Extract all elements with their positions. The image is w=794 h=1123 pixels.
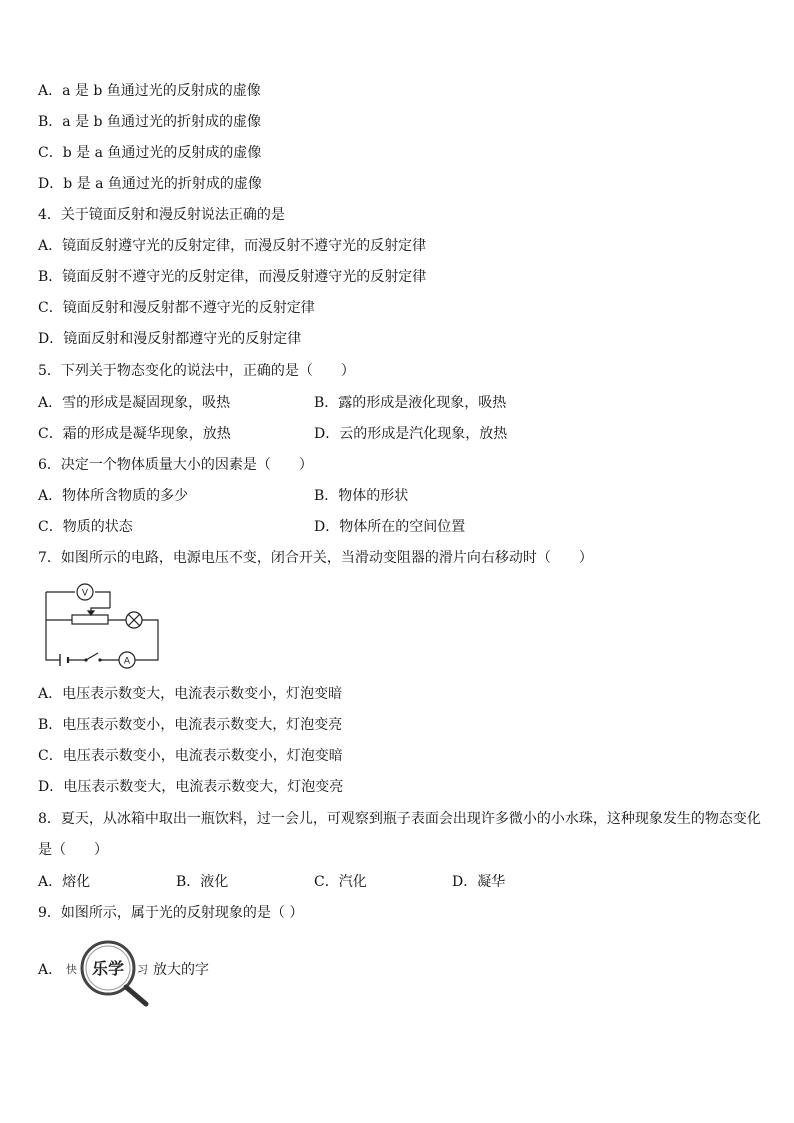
q3-option-d[interactable]: D．b 是 a 鱼通过光的折射成的虚像: [38, 176, 262, 192]
q4-stem: 4．关于镜面反射和漫反射说法正确的是: [38, 207, 285, 223]
q4-option-c[interactable]: C．镜面反射和漫反射都不遵守光的反射定律: [38, 300, 315, 316]
q6-option-c[interactable]: C．物质的状态: [38, 519, 133, 535]
q9-magnifier-image[interactable]: [62, 932, 152, 1008]
q7-circuit-diagram: [38, 578, 166, 670]
q6-option-d[interactable]: D．物体所在的空间位置: [314, 519, 466, 535]
magnifier-handle: [126, 987, 146, 1004]
q7-option-c[interactable]: C．电压表示数变小，电流表示数变小，灯泡变暗: [38, 748, 343, 764]
q5-option-b[interactable]: B．露的形成是液化现象，吸热: [314, 395, 507, 411]
q3-option-b[interactable]: B．a 是 b 鱼通过光的折射成的虚像: [38, 114, 261, 130]
q8-stem-line2: 是（ ）: [38, 842, 108, 858]
q7-option-b[interactable]: B．电压表示数变小，电流表示数变大，灯泡变亮: [38, 717, 343, 733]
q7-option-a[interactable]: A．电压表示数变大，电流表示数变小，灯泡变暗: [38, 686, 343, 702]
q7-option-d[interactable]: D．电压表示数变大，电流表示数变大，灯泡变亮: [38, 779, 344, 795]
image-text-center: 乐学: [91, 959, 125, 978]
q9-option-a-prefix[interactable]: A．: [38, 962, 63, 978]
q6-option-b[interactable]: B．物体的形状: [314, 488, 409, 504]
voltmeter-label: V: [81, 588, 89, 599]
q5-stem: 5．下列关于物态变化的说法中，正确的是（ ）: [38, 363, 355, 379]
q8-option-c[interactable]: C．汽化: [314, 874, 367, 890]
q3-option-a[interactable]: A．a 是 b 鱼通过光的反射成的虚像: [38, 83, 261, 99]
circuit-wire-left: [46, 592, 60, 660]
ammeter-label: A: [123, 656, 131, 667]
switch-lever: [86, 653, 98, 660]
image-text-right: 习: [137, 963, 148, 976]
q4-option-d[interactable]: D．镜面反射和漫反射都遵守光的反射定律: [38, 331, 302, 347]
q5-option-c[interactable]: C．霜的形成是凝华现象，放热: [38, 426, 231, 442]
q8-option-a[interactable]: A．熔化: [38, 874, 91, 890]
q8-option-b[interactable]: B．液化: [176, 874, 229, 890]
q9-option-a-suffix[interactable]: 放大的字: [153, 962, 209, 978]
q8-stem-line1: 8．夏天，从冰箱中取出一瓶饮料，过一会儿，可观察到瓶子表面会出现许多微小的小水珠，这种现象发生的物态变化: [38, 811, 761, 827]
q7-stem: 7．如图所示的电路，电源电压不变，闭合开关，当滑动变阻器的滑片向右移动时（ ）: [38, 550, 593, 566]
q5-option-a[interactable]: A．雪的形成是凝固现象，吸热: [38, 395, 231, 411]
q5-option-d[interactable]: D．云的形成是汽化现象，放热: [314, 426, 508, 442]
circuit-wire-top-right: [95, 592, 110, 608]
q4-option-a[interactable]: A．镜面反射遵守光的反射定律，而漫反射不遵守光的反射定律: [38, 238, 427, 254]
q6-option-a[interactable]: A．物体所含物质的多少: [38, 488, 189, 504]
q3-option-c[interactable]: C．b 是 a 鱼通过光的反射成的虚像: [38, 145, 262, 161]
q8-option-d[interactable]: D．凝华: [452, 874, 506, 890]
q6-stem: 6．决定一个物体质量大小的因素是（ ）: [38, 457, 313, 473]
q9-stem: 9．如图所示，属于光的反射现象的是（ ）: [38, 905, 304, 921]
rheostat: [72, 615, 108, 624]
image-text-left: 快: [66, 963, 77, 976]
q4-option-b[interactable]: B．镜面反射不遵守光的反射定律，而漫反射遵守光的反射定律: [38, 269, 427, 285]
